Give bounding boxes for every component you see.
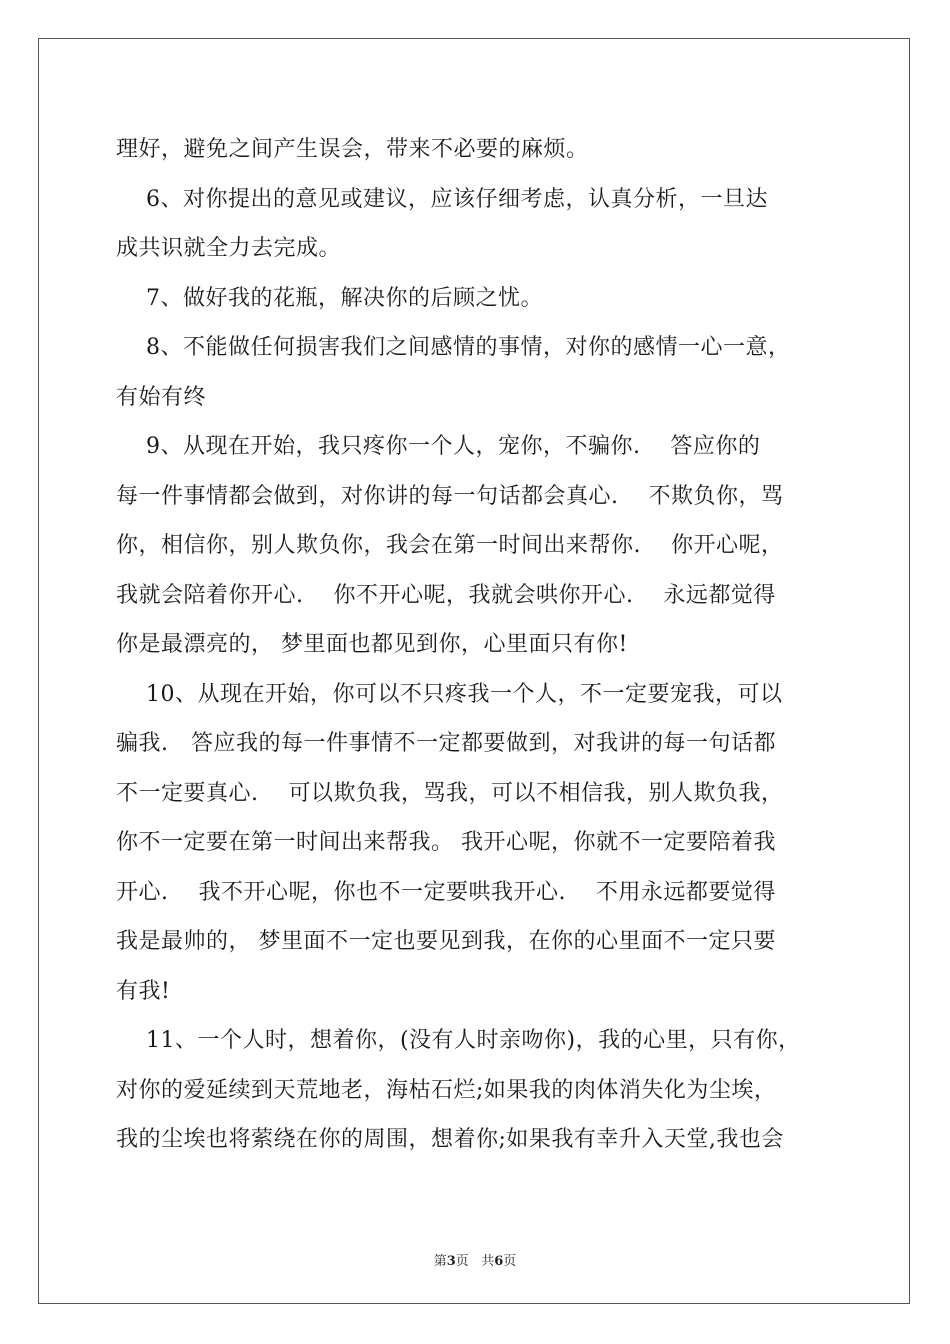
text-line: 你是最漂亮的， 梦里面也都见到你，心里面只有你!: [116, 632, 628, 657]
text-line: 不一定要真心. 可以欺负我，骂我，可以不相信我，别人欺负我，: [116, 781, 784, 806]
text-line: 你，相信你，别人欺负你，我会在第一时间出来帮你. 你开心呢，: [116, 533, 784, 558]
text-line: 10、从现在开始，你可以不只疼我一个人，不一定要宠我，可以: [116, 682, 783, 707]
text-line: 你不一定要在第一时间出来帮我。 我开心呢，你就不一定要陪着我: [116, 830, 776, 855]
text-line: 有我!: [116, 979, 171, 1004]
text-line: 我是最帅的， 梦里面不一定也要见到我，在你的心里面不一定只要: [116, 929, 776, 954]
text-line: 8、不能做任何损害我们之间感情的事情，对你的感情一心一意，: [116, 335, 791, 360]
text-line: 每一件事情都会做到，对你讲的每一句话都会真心. 不欺负你，骂: [116, 484, 784, 509]
text-line: 11、一个人时，想着你，(没有人时亲吻你)，我的心里，只有你，: [116, 1028, 801, 1053]
footer-middle: 页 共: [455, 1254, 495, 1269]
total-page-number: 6: [494, 1254, 504, 1269]
text-line: 开心. 我不开心呢，你也不一定要哄我开心. 不用永远都要觉得: [116, 880, 776, 905]
text-line: 骗我. 答应我的每一件事情不一定都要做到，对我讲的每一句话都: [116, 731, 776, 756]
text-line: 对你的爱延续到天荒地老，海枯石烂;如果我的肉体消失化为尘埃，: [116, 1078, 777, 1103]
text-line: 我的尘埃也将萦绕在你的周围，想着你;如果我有幸升入天堂,我也会: [116, 1127, 784, 1152]
text-line: 6、对你提出的意见或建议，应该仔细考虑，认真分析，一旦达: [116, 187, 768, 212]
footer-suffix: 页: [503, 1254, 517, 1269]
text-line: 7、做好我的花瓶，解决你的后顾之忧。: [116, 286, 543, 311]
footer-prefix: 第: [433, 1254, 447, 1269]
text-line: 理好，避免之间产生误会，带来不必要的麻烦。: [116, 137, 589, 162]
text-line: 我就会陪着你开心. 你不开心呢，我就会哄你开心. 永远都觉得: [116, 583, 776, 608]
page-footer: [0, 1250, 950, 1269]
current-page-number: 3: [446, 1254, 456, 1269]
text-line: 9、从现在开始，我只疼你一个人，宠你，不骗你. 答应你的: [116, 434, 761, 459]
page-border: [38, 38, 910, 1304]
text-line: 有始有终: [116, 385, 207, 410]
text-line: 成共识就全力去完成。: [116, 236, 342, 261]
